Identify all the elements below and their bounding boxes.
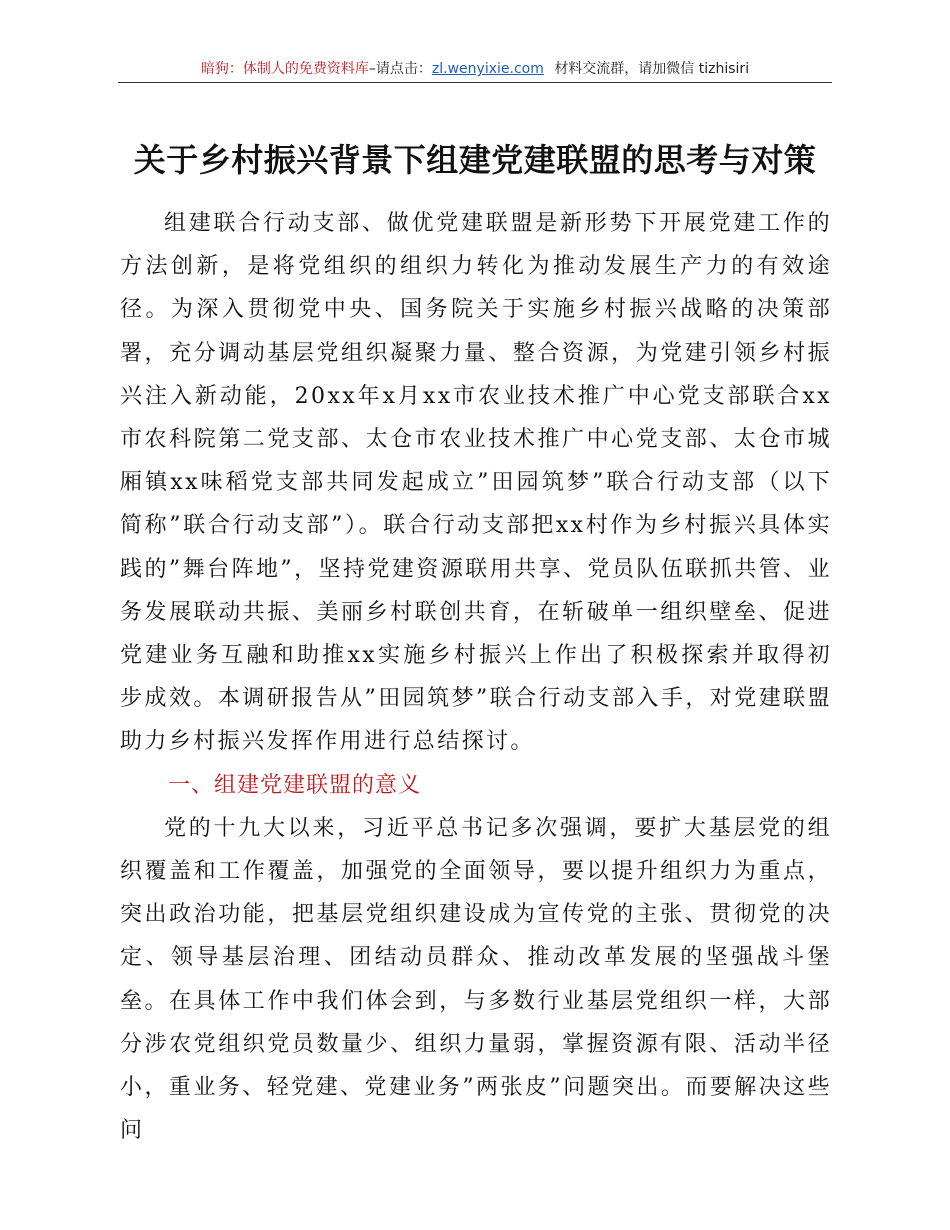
header-banner bbox=[118, 58, 832, 80]
paragraph-section-1: 党的十九大以来，习近平总书记多次强调，要扩大基层党的组织覆盖和工作覆盖，加强党的全面领导，要以提升组织力为重点，突出政治功能，把基层党组织建设成为宣传党的主张、贯彻党的决定、领导基层治理、团结动员群众、推动改革发展的坚强战斗堡垒。在具体工作中我们体会到，与多数行业基层党组织一样，大部分涉农党组织党员数量少、组织力量弱，掌握资源有限、活动半径小，重业务、轻党建、党建业务”两张皮”问题突出。而要解决这些问 bbox=[120, 815, 832, 1144]
document-title: 关于乡村振兴背景下组建党建联盟的思考与对策 bbox=[133, 141, 817, 179]
header-site-name: 暗狗：体制人的免费资料库 bbox=[200, 61, 369, 77]
header-click-prompt: –请点击： bbox=[368, 61, 432, 77]
paragraph-intro: 组建联合行动支部、做优党建联盟是新形势下开展党建工作的方法创新，是将党组织的组织力转化为推动发展生产力的有效途径。为深入贯彻党中央、国务院关于实施乡村振兴战略的决策部署，充分调动基层党组织凝聚力量、整合资源，为党建引领乡村振兴注入新动能，20xx年x月xx市农业技术推广中心党支部联合xx市农科院第二党支部、太仓市农业技术推广中心党支部、太仓市城厢镇xx味稻党支部共同发起成立”田园筑梦”联合行动支部（以下简称”联合行动支部”）。联合行动支部把xx村作为乡村振兴具体实践的”舞台阵地”，坚持党建资源联用共享、党员队伍联抓共管、业务发展联动共振、美丽乡村联创共育，在斩破单一组织壁垒、促进党建业务互融和助推xx实施乡村振兴上作出了积极探索并取得初步成效。本调研报告从”田园筑梦”联合行动支部入手，对党建联盟助力乡村振兴发挥作用进行总结探讨。 bbox=[120, 211, 832, 755]
header-link[interactable]: zl.wenyixie.com bbox=[431, 61, 544, 77]
header-contact: 材料交流群，请加微信 tizhisiri bbox=[554, 61, 750, 77]
document-body bbox=[120, 202, 832, 1152]
section-heading: 一、组建党建联盟的意义 bbox=[168, 772, 422, 798]
header-divider bbox=[118, 82, 832, 83]
